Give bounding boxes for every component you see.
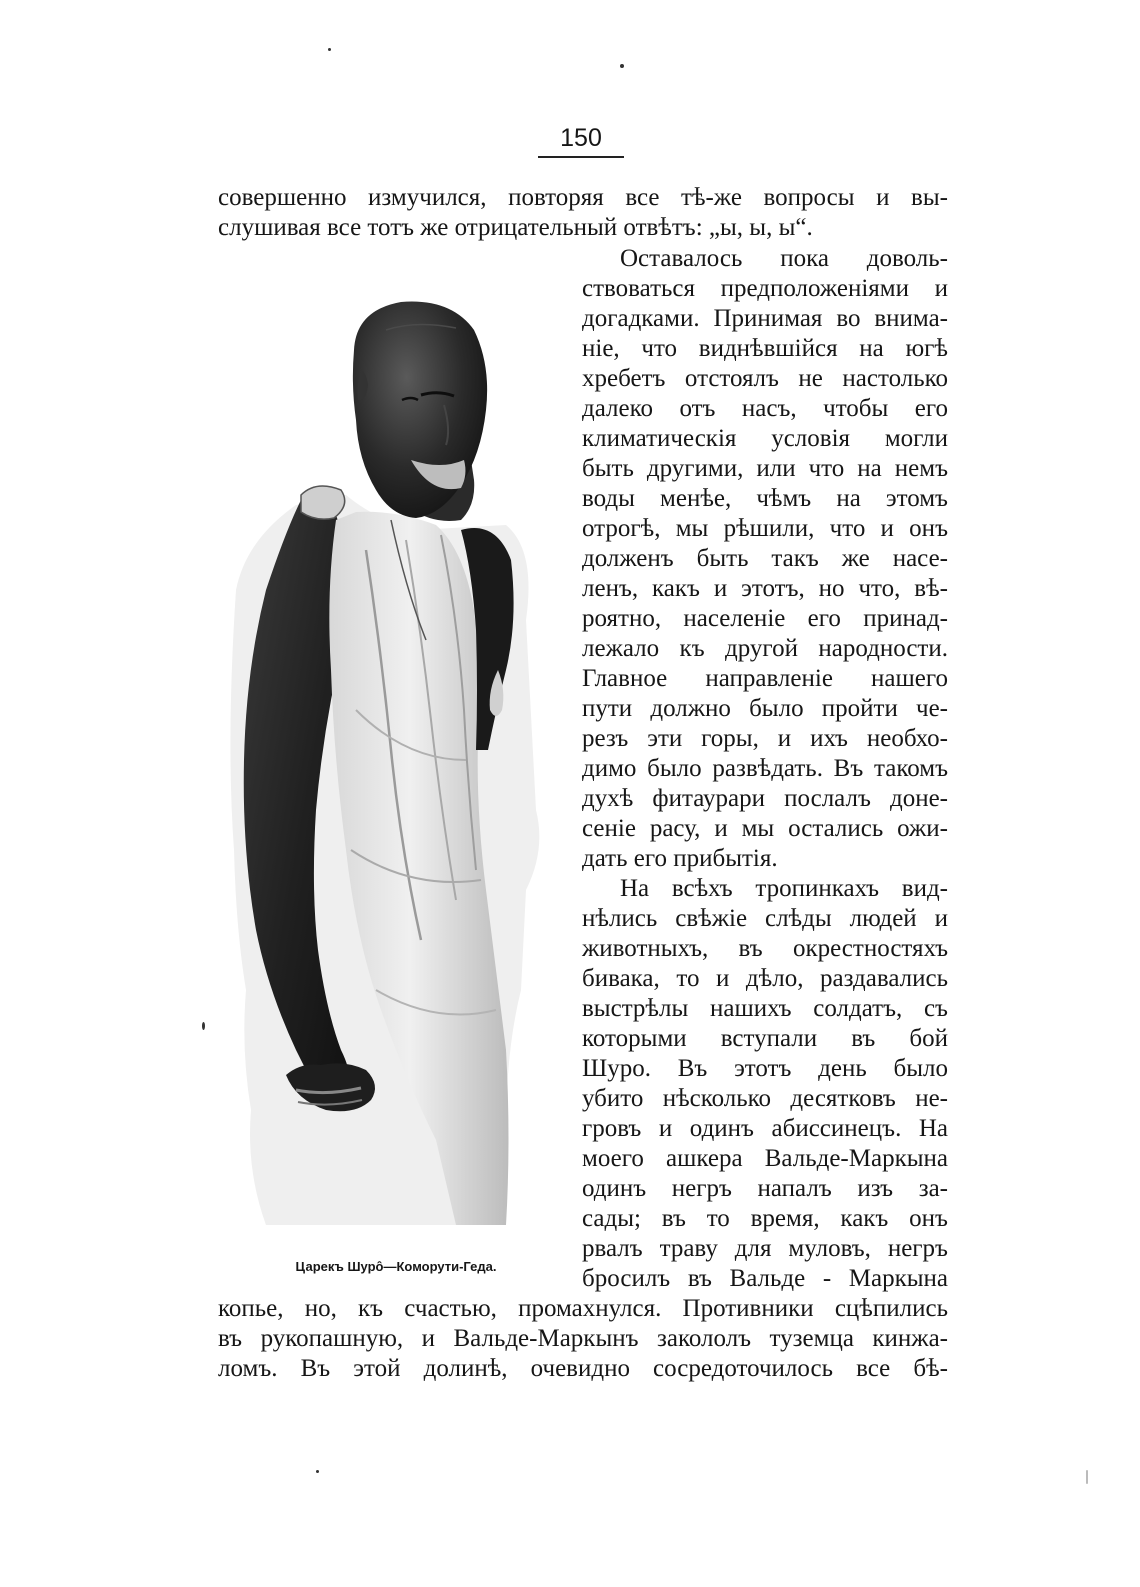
text-line: климатическія условія могли bbox=[582, 425, 948, 452]
text-line: лежало къ другой народности. bbox=[582, 635, 948, 662]
text-line: слушивая все тотъ же отрицательный отвѣтъ: „ы, ы, ы“. bbox=[218, 214, 813, 241]
text-line: пути должно было пройти че- bbox=[582, 695, 948, 722]
figure-caption: Царекъ Шурô—Коморути-Геда. bbox=[295, 1259, 497, 1274]
text-line: животныхъ, въ окрестностяхъ bbox=[582, 935, 948, 962]
print-speck bbox=[1086, 1470, 1088, 1484]
text-line: духѣ фитаурари послалъ доне- bbox=[582, 785, 948, 812]
text-line: ленъ, какъ и этотъ, но что, вѣ- bbox=[582, 575, 948, 602]
text-line: сеніе расу, и мы остались ожи- bbox=[582, 815, 948, 842]
text-line: воды менѣе, чѣмъ на этомъ bbox=[582, 485, 948, 512]
text-line: гровъ и одинъ абиссинецъ. На bbox=[582, 1115, 948, 1142]
text-line: догадками. Принимая во внима- bbox=[582, 305, 948, 332]
text-line: быть другими, или что на немъ bbox=[582, 455, 948, 482]
text-line: Оставалось пока доволь- bbox=[620, 245, 948, 272]
text-line: рвалъ траву для муловъ, негръ bbox=[582, 1235, 948, 1262]
text-line: копье, но, къ счастью, промахнулся. Противники сцѣпились bbox=[218, 1295, 948, 1322]
text-line: далеко отъ насъ, чтобы его bbox=[582, 395, 948, 422]
text-line: долженъ быть такъ же насе- bbox=[582, 545, 948, 572]
text-line: которыми вступали въ бой bbox=[582, 1025, 948, 1052]
portrait-illustration bbox=[206, 290, 566, 1230]
text-line: Главное направленіе нашего bbox=[582, 665, 948, 692]
text-line: роятно, населеніе его принад- bbox=[582, 605, 948, 632]
text-line: сады; въ то время, какъ онъ bbox=[582, 1205, 948, 1232]
text-line: хребетъ отстоялъ не настолько bbox=[582, 365, 948, 392]
page-number: 150 bbox=[560, 124, 602, 152]
text-line: димо было развѣдать. Въ такомъ bbox=[582, 755, 948, 782]
text-line: резъ эти горы, и ихъ необхо- bbox=[582, 725, 948, 752]
text-line: дать его прибытія. bbox=[582, 845, 778, 872]
print-speck bbox=[620, 64, 624, 68]
text-line: Шуро. Въ этотъ день было bbox=[582, 1055, 948, 1082]
print-speck bbox=[202, 1022, 205, 1030]
text-line: убито нѣсколько десятковъ не- bbox=[582, 1085, 948, 1112]
print-speck bbox=[316, 1470, 319, 1473]
text-line: моего ашкера Вальде-Маркына bbox=[582, 1145, 948, 1172]
page-number-rule bbox=[538, 156, 624, 158]
text-line: бросилъ въ Вальде - Маркына bbox=[582, 1265, 948, 1292]
text-line: бивака, то и дѣло, раздавались bbox=[582, 965, 948, 992]
text-line: ломъ. Въ этой долинѣ, очевидно сосредоточилось все бѣ- bbox=[218, 1355, 948, 1382]
text-line: нѣлись свѣжіе слѣды людей и bbox=[582, 905, 948, 932]
text-line: совершенно измучился, повторяя все тѣ-же вопросы и вы- bbox=[218, 184, 948, 211]
text-line: ніе, что виднѣвшійся на югѣ bbox=[582, 335, 948, 362]
text-line: выстрѣлы нашихъ солдатъ, съ bbox=[582, 995, 948, 1022]
print-speck bbox=[328, 48, 331, 51]
text-line: отрогѣ, мы рѣшили, что и онъ bbox=[582, 515, 948, 542]
text-line: На всѣхъ тропинкахъ вид- bbox=[620, 875, 948, 902]
text-line: ствоваться предположеніями и bbox=[582, 275, 948, 302]
text-line: въ рукопашную, и Вальде-Маркынъ закололъ туземца кинжа- bbox=[218, 1325, 948, 1352]
text-line: одинъ негръ напалъ изъ за- bbox=[582, 1175, 948, 1202]
